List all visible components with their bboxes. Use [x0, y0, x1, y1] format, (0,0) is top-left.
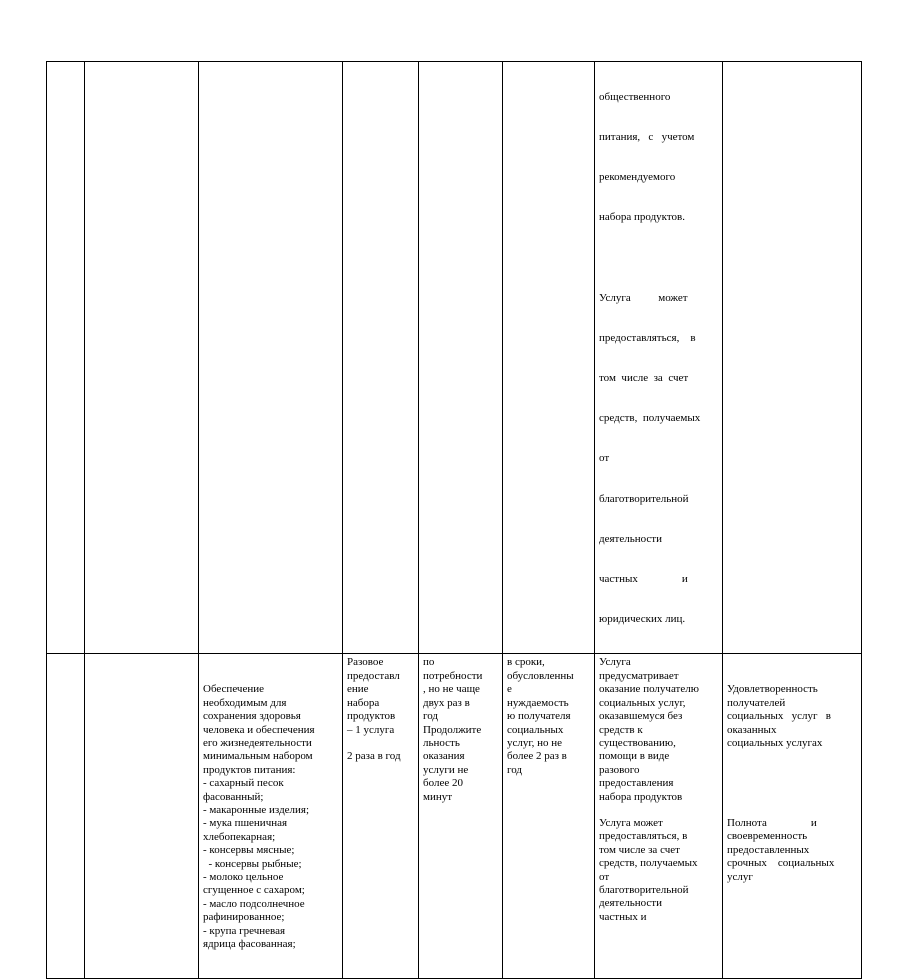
- quality-lines-b: [727, 817, 857, 884]
- conditions-lines: [599, 656, 718, 803]
- text-line: том числе за счет: [599, 843, 680, 856]
- cell-quality-indicators: [723, 654, 862, 979]
- volume-lines: [347, 656, 414, 736]
- text-line: деятельности: [599, 532, 662, 545]
- text-line: социальных услугах: [727, 736, 823, 749]
- text-line: частных и: [599, 910, 647, 923]
- text-line: набора продуктов.: [599, 211, 685, 224]
- text-line: социальных: [507, 723, 564, 736]
- text-line: - консервы мясные;: [203, 844, 295, 857]
- text-line: обусловленны: [507, 669, 574, 682]
- text-line: набора: [347, 696, 380, 709]
- text-line: – 1 услуга: [347, 723, 395, 736]
- text-line: оказавшемуся без: [599, 710, 683, 723]
- text-line: льность: [423, 736, 460, 749]
- text-line: социальных услуг в: [727, 710, 831, 723]
- text-line: фасованный;: [203, 790, 264, 803]
- text-line: - масло подсолнечное: [203, 897, 305, 910]
- text-line: сохранения здоровья: [203, 710, 301, 723]
- text-line: услуг: [727, 870, 753, 883]
- text-line: Разовое: [347, 656, 384, 669]
- text-line: Услуга может: [599, 291, 688, 304]
- quality-lines: [727, 683, 857, 750]
- conditions-lines-b: [599, 817, 718, 924]
- text-line: набора продуктов: [599, 790, 683, 803]
- text-line: предоставляться, в: [599, 331, 696, 344]
- text-line: предоставления: [599, 777, 674, 790]
- cell-conditions: [595, 62, 723, 654]
- text-line: - консервы рыбные;: [203, 857, 302, 870]
- text-line: том числе за счет: [599, 371, 689, 384]
- text-line: хлебопекарная;: [203, 830, 276, 843]
- text-line: получателей: [727, 696, 786, 709]
- cell-quality-indicators: [723, 62, 862, 654]
- text-line: своевременность: [727, 830, 808, 843]
- terms-lines: [507, 656, 590, 777]
- cell-volume: [343, 654, 419, 979]
- text-line: , но не чаще: [423, 683, 480, 696]
- text-line: предоставляться, в: [599, 830, 688, 843]
- text-line: более 20: [423, 777, 463, 790]
- text-line: продуктов питания:: [203, 763, 296, 776]
- text-line: социальных услуг,: [599, 696, 686, 709]
- text-line: деятельности: [599, 897, 662, 910]
- cell-description: [199, 654, 343, 979]
- text-line: год: [507, 763, 523, 776]
- text-line: существованию,: [599, 736, 676, 749]
- text-line: разового: [599, 763, 640, 776]
- cell-service-name: [85, 62, 199, 654]
- text-line: - молоко цельное: [203, 870, 284, 883]
- text-line: благотворительной: [599, 883, 689, 896]
- text-line: частных и: [599, 573, 688, 586]
- frequency-lines: [423, 656, 498, 803]
- cell-frequency: [419, 654, 503, 979]
- text-line: ю получателя: [507, 710, 571, 723]
- text-line: предоставленных: [727, 843, 810, 856]
- text-line: рекомендуемого: [599, 171, 676, 184]
- cell-volume: [343, 62, 419, 654]
- text-line: средств, получаемых: [599, 412, 701, 425]
- cell-service-name: [85, 654, 199, 979]
- text-line: питания, с учетом: [599, 131, 695, 144]
- text-line: услуг, но не: [507, 736, 563, 749]
- text-line: год: [423, 710, 439, 723]
- text-line: его жизнедеятельности: [203, 736, 312, 749]
- table-row: [47, 654, 862, 979]
- text-line: предусматривает: [599, 669, 679, 682]
- cell-frequency: [419, 62, 503, 654]
- text-line: Продолжите: [423, 723, 482, 736]
- text-line: общественного: [599, 90, 671, 103]
- table-row: [47, 62, 862, 654]
- text-line: в сроки,: [507, 656, 545, 669]
- text-line: сгущенное с сахаром;: [203, 884, 305, 897]
- description-lines: [203, 683, 338, 951]
- text-line: оказанных: [727, 723, 777, 736]
- text-line: помощи в виде: [599, 750, 670, 763]
- text-line: рафинированное;: [203, 911, 285, 924]
- text-line: е: [507, 683, 512, 696]
- text-line: средств к: [599, 723, 643, 736]
- text-line: Удовлетворенность: [727, 683, 818, 696]
- text-line: Полнота и: [727, 816, 817, 829]
- text-line: оказание получателю: [599, 683, 699, 696]
- cell-number: [47, 654, 85, 979]
- text-line: Обеспечение: [203, 683, 264, 696]
- text-line: - мука пшеничная: [203, 817, 288, 830]
- text-line: ядрица фасованная;: [203, 938, 296, 950]
- volume-extra: 2 раза в год: [347, 749, 401, 762]
- text-line: ение: [347, 683, 369, 696]
- text-line: от: [599, 870, 610, 883]
- text-line: предоставл: [347, 669, 400, 682]
- text-line: Услуга может: [599, 816, 663, 829]
- text-line: человека и обеспечения: [203, 723, 315, 736]
- text-line: - макаронные изделия;: [203, 803, 310, 816]
- text-line: потребности: [423, 669, 483, 682]
- text-line: продуктов: [347, 710, 396, 723]
- text-line: Услуга: [599, 656, 631, 669]
- text-line: необходимым для: [203, 696, 287, 709]
- text-line: благотворительной: [599, 492, 689, 505]
- text-line: срочных социальных: [727, 857, 835, 870]
- cell-description: [199, 62, 343, 654]
- text-line: юридических лиц.: [599, 613, 686, 626]
- cell-conditions: [595, 654, 723, 979]
- text-line: - сахарный песок: [203, 777, 284, 790]
- text-line: средств, получаемых: [599, 857, 698, 870]
- text-line: нуждаемость: [507, 696, 569, 709]
- text-line: от: [599, 452, 610, 465]
- text-line: минут: [423, 790, 453, 803]
- text-line: более 2 раз в: [507, 750, 567, 763]
- text-line: оказания: [423, 750, 465, 763]
- text-line: - крупа гречневая: [203, 924, 286, 937]
- text-line: минимальным набором: [203, 750, 313, 763]
- text-line: услуги не: [423, 763, 469, 776]
- cell-terms: [503, 62, 595, 654]
- cell-terms: [503, 654, 595, 979]
- cell-number: [47, 62, 85, 654]
- text-line: по: [423, 656, 435, 669]
- services-table: [46, 61, 862, 979]
- text-line: двух раз в: [423, 696, 470, 709]
